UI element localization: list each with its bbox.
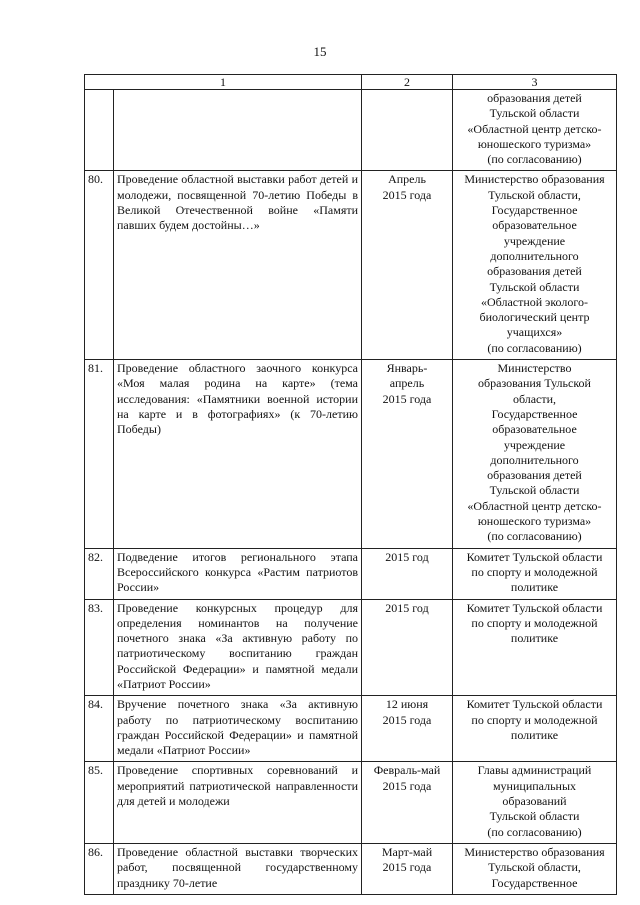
page-number: 15 bbox=[313, 44, 327, 59]
org-line: дополнительного bbox=[490, 248, 579, 263]
row-number: 85. bbox=[85, 762, 114, 843]
row-number: 82. bbox=[85, 548, 114, 599]
event-date bbox=[362, 599, 453, 696]
table-header-row bbox=[85, 75, 617, 90]
org-line: образовательное bbox=[492, 218, 577, 233]
date-line: 2015 года bbox=[382, 778, 432, 793]
org-line: области, bbox=[512, 391, 557, 406]
org-line: юношеского туризма» bbox=[477, 136, 592, 151]
event-date bbox=[362, 90, 453, 171]
row-number bbox=[85, 90, 114, 171]
table-row bbox=[85, 599, 617, 696]
responsible-org bbox=[453, 599, 617, 696]
date-line: 12 июня bbox=[385, 697, 429, 712]
date-line: апрель bbox=[389, 376, 425, 391]
org-line: по спорту и молодежной bbox=[471, 712, 598, 727]
table-row bbox=[85, 171, 617, 360]
org-line: биологический центр bbox=[479, 310, 590, 325]
org-line: учащихся» bbox=[506, 325, 563, 340]
date-line: 2015 года bbox=[382, 860, 432, 875]
event-description: Проведение областного заочного конкурса «Моя малая родина на карте» (тема исследования: «Памятники военной истории на карте и в фотографиях» (к 70-летию Победы) bbox=[114, 360, 362, 549]
org-line: Государственное bbox=[491, 406, 578, 421]
org-line: Министерство образования bbox=[464, 172, 605, 187]
responsible-org bbox=[453, 843, 617, 894]
org-line: Тульской области bbox=[489, 483, 580, 498]
org-line: образования Тульской bbox=[478, 376, 591, 391]
org-line: Тульской области bbox=[489, 809, 580, 824]
org-line: по спорту и молодежной bbox=[471, 564, 598, 579]
responsible-org bbox=[453, 90, 617, 171]
org-line: Государственное bbox=[491, 203, 578, 218]
org-line: образования детей bbox=[487, 264, 582, 279]
date-line: Март-май bbox=[381, 844, 433, 859]
event-description: Проведение областной выставки творческих работ, посвященной государственному празднику 70-летие bbox=[114, 843, 362, 894]
table-row bbox=[85, 843, 617, 894]
event-description: Вручение почетного знака «За активную работу по патриотическому воспитанию граждан Российской Федерации» и памятной медали «Патриот России» bbox=[114, 696, 362, 762]
table-row bbox=[85, 360, 617, 549]
event-date bbox=[362, 548, 453, 599]
org-line: образовательное bbox=[492, 422, 577, 437]
row-number: 81. bbox=[85, 360, 114, 549]
org-line: муниципальных bbox=[492, 778, 577, 793]
org-line: «Областной центр детско- bbox=[467, 121, 602, 136]
org-line: Комитет Тульской области bbox=[466, 549, 603, 564]
event-description: Проведение спортивных соревнований и мероприятий патриотической направленности для детей и молодежи bbox=[114, 762, 362, 843]
org-line: (по согласованию) bbox=[487, 529, 582, 544]
responsible-org bbox=[453, 548, 617, 599]
responsible-org bbox=[453, 360, 617, 549]
date-line: 2015 года bbox=[382, 187, 432, 202]
event-date bbox=[362, 360, 453, 549]
org-line: Государственное bbox=[491, 875, 578, 890]
org-line: образования детей bbox=[487, 91, 582, 105]
org-line: Министерство образования bbox=[464, 844, 605, 859]
table-row bbox=[85, 762, 617, 843]
org-line: «Областной центр детско- bbox=[467, 498, 602, 513]
date-line: Январь- bbox=[386, 361, 428, 376]
date-line: 2015 год bbox=[385, 600, 429, 615]
table-row bbox=[85, 90, 617, 171]
event-description: Проведение областной выставки работ детей и молодежи, посвященной 70-летию Победы в Великой Отечественной войне «Памяти павших будем достойны…» bbox=[114, 171, 362, 360]
events-table bbox=[84, 74, 617, 895]
org-line: учреждение bbox=[503, 233, 566, 248]
responsible-org bbox=[453, 762, 617, 843]
header-col-2: 2 bbox=[362, 75, 453, 90]
event-date bbox=[362, 843, 453, 894]
header-col-1: 1 bbox=[85, 75, 362, 90]
event-date bbox=[362, 762, 453, 843]
event-description bbox=[114, 90, 362, 171]
date-line: 2015 года bbox=[382, 712, 432, 727]
header-col-3: 3 bbox=[453, 75, 617, 90]
org-line: политике bbox=[510, 631, 559, 646]
org-line: Главы администраций bbox=[477, 763, 592, 778]
org-line: (по согласованию) bbox=[487, 152, 582, 167]
org-line: политике bbox=[510, 580, 559, 595]
org-line: Тульской области bbox=[489, 106, 580, 121]
org-line: образований bbox=[502, 794, 567, 809]
row-number: 80. bbox=[85, 171, 114, 360]
org-line: Комитет Тульской области bbox=[466, 697, 603, 712]
org-line: (по согласованию) bbox=[487, 824, 582, 839]
event-date bbox=[362, 696, 453, 762]
table-row bbox=[85, 696, 617, 762]
responsible-org bbox=[453, 696, 617, 762]
org-line: учреждение bbox=[503, 437, 566, 452]
org-line: политике bbox=[510, 727, 559, 742]
table-row bbox=[85, 548, 617, 599]
org-line: (по согласованию) bbox=[487, 340, 582, 355]
date-line: 2015 год bbox=[385, 549, 429, 564]
event-description: Проведение конкурсных процедур для определения номинантов на получение почетного знака «За активную работу по патриотическому воспитанию граждан Российской Федерации» и памятной медали «Патриот России» bbox=[114, 599, 362, 696]
date-line: Февраль-май bbox=[373, 763, 441, 778]
org-line: дополнительного bbox=[490, 452, 579, 467]
org-line: Комитет Тульской области bbox=[466, 600, 603, 615]
org-line: образования детей bbox=[487, 468, 582, 483]
org-line: Тульской области, bbox=[488, 187, 581, 202]
row-number: 84. bbox=[85, 696, 114, 762]
responsible-org bbox=[453, 171, 617, 360]
org-line: Министерство bbox=[497, 361, 572, 376]
org-line: по спорту и молодежной bbox=[471, 615, 598, 630]
org-line: «Областной эколого- bbox=[480, 294, 589, 309]
date-line: Апрель bbox=[388, 172, 426, 187]
org-line: Тульской области bbox=[489, 279, 580, 294]
row-number: 86. bbox=[85, 843, 114, 894]
org-line: юношеского туризма» bbox=[477, 514, 592, 529]
date-line: 2015 года bbox=[382, 391, 432, 406]
org-line: Тульской области, bbox=[488, 860, 581, 875]
event-description: Подведение итогов регионального этапа Всероссийского конкурса «Растим патриотов России» bbox=[114, 548, 362, 599]
row-number: 83. bbox=[85, 599, 114, 696]
event-date bbox=[362, 171, 453, 360]
